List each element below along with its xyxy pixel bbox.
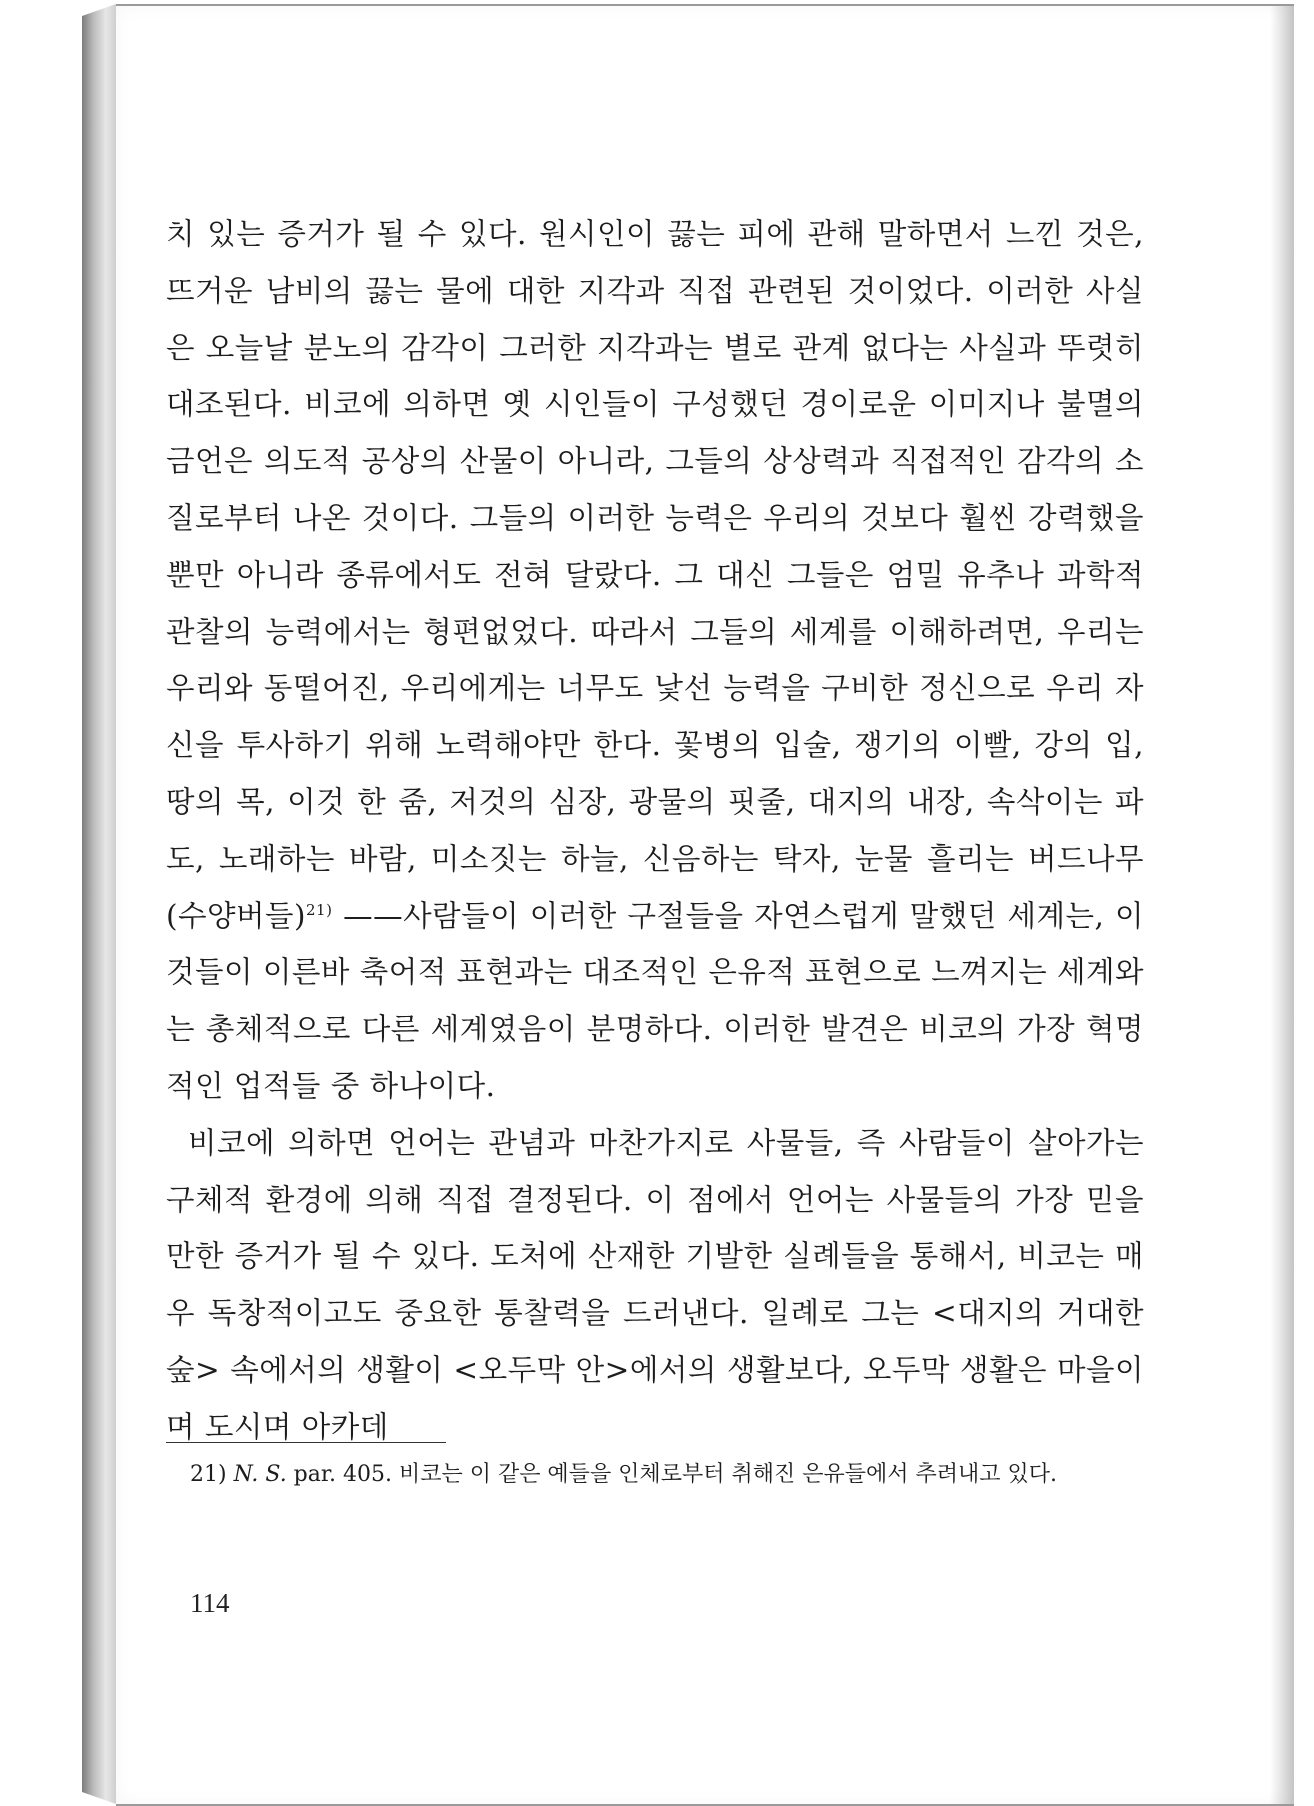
paragraph [166,1115,1144,1456]
footnote [192,1456,1144,1494]
footnote-number: 21) [190,1462,227,1487]
paragraph-text: ——사람들이 이러한 구절들을 자연스럽게 말했던 세계는, 이것들이 이른바 축어적 표현과는 대조적인 은유적 표현으로 느껴지는 세계와는 총체적으로 다른 세계였음이 분명하다. 이러한 발견은 비코의 가장 혁명적인 업적들 중 하나이다. [166,898,1144,1103]
paragraph-text: 비코에 의하면 언어는 관념과 마찬가지로 사물들, 즉 사람들이 살아가는 구체적 환경에 의해 직접 결정된다. 이 점에서 언어는 사물들의 가장 믿을 만한 증거가 될 수 있다. 도처에 산재한 기발한 실례들을 통해서, 비코는 매우 독창적이고도 중요한 통찰력을 드러낸다. 일례로 그는 <대지의 거대한 숲> 속에서의 생활이 <오두막 안>에서의 생활보다, 오두막 생활은 마을이며 도시며 아카데 [166,1125,1144,1444]
paragraph-text: 치 있는 증거가 될 수 있다. 원시인이 끓는 피에 관해 말하면서 느낀 것은, 뜨거운 남비의 끓는 물에 대한 지각과 직접 관련된 것이었다. 이러한 사실은 오늘날 분노의 감각이 그러한 지각과는 별로 관계 없다는 사실과 뚜렷히 대조된다. 비코에 의하면 옛 시인들이 구성했던 경이로운 이미지나 불멸의 금언은 의도적 공상의 산물이 아니라, 그들의 상상력과 직접적인 감각의 소질로부터 나온 것이다. 그들의 이러한 능력은 우리의 것보다 훨씬 강력했을 뿐만 아니라 종류에서도 전혀 달랐다. 그 대신 그들은 엄밀 유추나 과학적 관찰의 능력에서는 형편없었다. 따라서 그들의 세계를 이해하려면, 우리는 우리와 동떨어진, 우리에게는 너무도 낯선 능력을 구비한 정신으로 우리 자신을 투사하기 위해 노력해야만 한다. 꽃병의 입술, 쟁기의 이빨, 강의 입, 땅의 목, 이것 한 줌, 저것의 심장, 광물의 핏줄, 대지의 내장, 속삭이는 파도, 노래하는 바람, 미소짓는 하늘, 신음하는 탁자, 눈물 흘리는 버드나무(수양버들) [166,217,1144,933]
page-shadow [1270,6,1294,1804]
footnote-citation: N. S. [233,1462,287,1487]
footnote-divider [166,1442,446,1443]
body-text [166,206,1144,1456]
footnote-reference: 21) [306,900,333,919]
footnote-text: par. 405. 비코는 이 같은 예들을 인체로부터 취해진 은유들에서 추려내고 있다. [286,1462,1057,1487]
book-edge [82,4,116,1804]
page-number: 114 [190,1588,230,1618]
paragraph [166,206,1144,1115]
